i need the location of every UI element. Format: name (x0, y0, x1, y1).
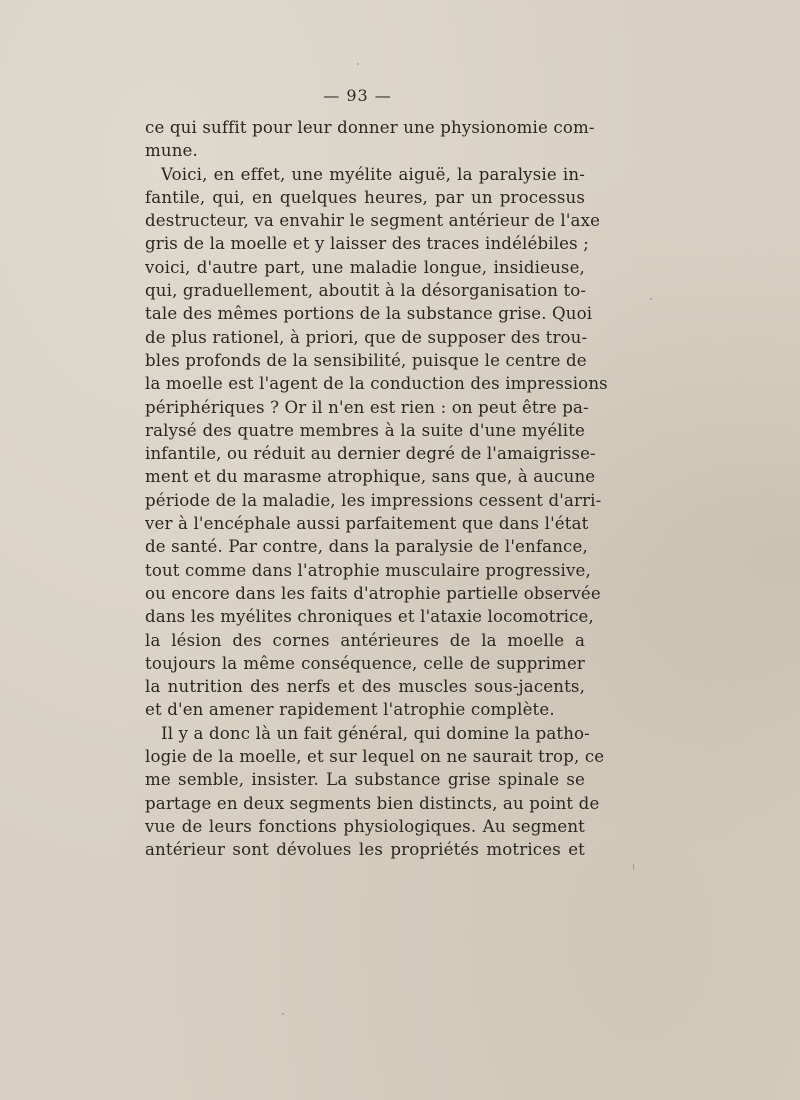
text-line: qui, graduellement, aboutit à la désorganisation to- (145, 281, 587, 301)
text-line: toujours la même conséquence, celle de supprimer (145, 653, 585, 673)
text-line: ou encore dans les faits d'atrophie partielle observée (145, 583, 601, 603)
text-line: logie de la moelle, et sur lequel on ne saurait trop, ce (145, 747, 605, 767)
text-line: bles profonds de la sensibilité, puisque le centre de (145, 350, 587, 370)
text-line: ce qui suffit pour leur donner une physionomie com- (145, 118, 595, 137)
text-line: la moelle est l'agent de la conduction des impressions (145, 374, 608, 394)
text-line: la nutrition des nerfs et des muscles sous-jacents, (145, 677, 585, 697)
paper-speck (282, 1013, 284, 1015)
text-line: gris de la moelle et y laisser des traces indélébiles ; (145, 234, 589, 254)
paper-speck (650, 298, 652, 300)
text-line: dans les myélites chroniques et l'ataxie locomotrice, (145, 607, 594, 627)
text-line: voici, d'autre part, une maladie longue, insidieuse, (145, 257, 585, 277)
paper-speck (357, 63, 359, 65)
text-line: infantile, ou réduit au dernier degré de l'amaigrisse- (145, 444, 596, 464)
text-line: me semble, insister. La substance grise spinale se (145, 770, 585, 790)
text-line: tale des mêmes portions de la substance grise. Quoi (145, 304, 593, 324)
text-line: période de la maladie, les impressions cessent d'arri- (145, 490, 602, 510)
text-line: destructeur, va envahir le segment antérieur de l'axe (145, 211, 601, 231)
text-line: de santé. Par contre, dans la paralysie de l'enfance, (145, 537, 588, 557)
paper-speck (633, 864, 634, 870)
text-line: Il y a donc là un fait général, qui domine la patho- (161, 723, 590, 743)
text-line: de plus rationel, à priori, que de supposer des trou- (145, 327, 588, 347)
text-line: périphériques ? Or il n'en est rien : on peut être pa- (145, 397, 589, 417)
body-text (145, 116, 608, 862)
text-line: et d'en amener rapidement l'atrophie complète. (145, 700, 555, 720)
text-line: tout comme dans l'atrophie musculaire progressive, (145, 560, 591, 580)
text-line: mune. (145, 141, 198, 161)
page-number: — 93 — (323, 86, 392, 105)
text-line: Voici, en effet, une myélite aiguë, la paralysie in- (161, 164, 585, 184)
text-line: ment et du marasme atrophique, sans que, à aucune (145, 467, 596, 487)
text-line: partage en deux segments bien distincts, au point de (145, 793, 600, 813)
text-line: ver à l'encéphale aussi parfaitement que dans l'état (145, 514, 589, 534)
text-line: la lésion des cornes antérieures de la moelle a (145, 630, 585, 650)
text-line: ralysé des quatre membres à la suite d'une myélite (145, 420, 585, 440)
text-line: vue de leurs fonctions physiologiques. Au segment (145, 816, 585, 836)
text-line: antérieur sont dévolues les propriétés motrices et (145, 840, 585, 860)
text-line: fantile, qui, en quelques heures, par un processus (145, 187, 585, 207)
